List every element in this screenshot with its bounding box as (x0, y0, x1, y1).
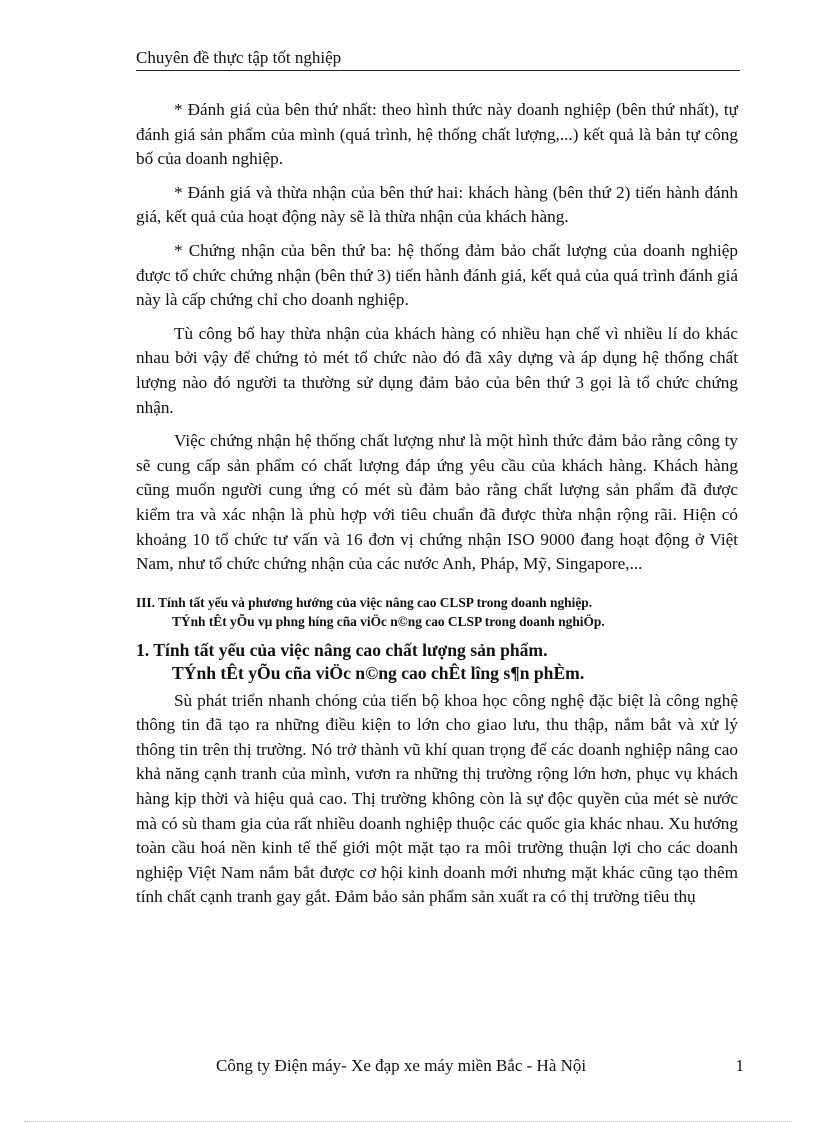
paragraph: Việc chứng nhận hệ thống chất lượng như là một hình thức đảm bảo rằng công ty sẽ cung cấp sản phẩm có chất lượng đáp ứng yêu cầu của khách hàng. Khách hàng cũng muốn người cung ứng có mét sù đảm bảo rằng chất lượng sản phẩm đã được kiểm tra và xác nhận là phù hợp với tiêu chuẩn đã được thừa nhận rộng rãi. Hiện có khoảng 10 tổ chức tư vấn và 16 đơn vị chứng nhận ISO 9000 đang hoạt động ở Việt Nam, như tổ chức chứng nhận của các nước Anh, Pháp, Mỹ, Singapore,... (136, 431, 738, 574)
paragraph: Tù công bố hay thừa nhận của khách hàng có nhiều hạn chế vì nhiều lí do khác nhau bởi vậy để chứng tỏ mét tổ chức nào đó đã xây dựng và áp dụng hệ thống chất lượng nào đó người ta thường sử dụng đảm bảo của bên thứ 3 gọi là tổ chức chứng nhận. (136, 323, 738, 417)
subsection-title-alt: TÝnh tÊt yÕu cña viÖc n©ng cao chÊt lîng s¶n phÈm. (172, 662, 585, 683)
section-number: III. (136, 594, 155, 610)
section-heading (136, 593, 738, 631)
paragraph: * Đánh giá của bên thứ nhất: theo hình thức này doanh nghiệp (bên thứ nhất), tự đánh giá sản phẩm của mình (quá trình, hệ thống chất lượng,...) kết quả là bản tự công bố của doanh nghiệp. (136, 100, 738, 169)
section-title: Tính tất yếu và phương hướng của việc nâng cao CLSP trong doanh nghiệp. (158, 594, 593, 610)
footer-text: Công ty Điện máy- Xe đạp xe máy miền Bắc - Hà Nội (216, 1056, 587, 1075)
paragraph: * Chứng nhận của bên thứ ba: hệ thống đảm bảo chất lượng của doanh nghiệp được tổ chức chứng nhận (bên thứ 3) tiến hành đánh giá, kết quả của quá trình đánh giá này là cấp chứng chỉ cho doanh nghiệp. (136, 240, 738, 310)
subsection-heading (136, 639, 738, 685)
page-number: 1 (735, 1056, 744, 1075)
section-title-alt: TÝnh tÊt yÕu vµ phng híng cña viÖc n©ng cao CLSP trong doanh nghiÖp. (172, 613, 605, 629)
document-body (136, 98, 738, 919)
paragraph: * Đánh giá và thừa nhận của bên thứ hai: khách hàng (bên thứ 2) tiến hành đánh giá, kết quả của hoạt động này sẽ là thừa nhận của khách hàng. (136, 182, 738, 227)
header-title: Chuyên đề thực tập tốt nghiệp (136, 48, 342, 67)
page-header (136, 48, 740, 71)
subsection-title: 1. Tính tất yếu của việc nâng cao chất lượng sản phẩm. (136, 639, 548, 660)
paragraph: Sù phát triển nhanh chóng của tiến bộ khoa học công nghệ đặc biệt là công nghệ thông tin đã tạo ra những điều kiện to lớn cho giao lưu, thu thập, nắm bắt và xử lý thông tin trên thị trường. Nó trở thành vũ khí quan trọng để các doanh nghiệp nâng cao khả năng cạnh tranh của mình, vươn ra những thị trường rộng lớn hơn, phục vụ khách hàng kịp thời và hiệu quả cao. Thị trường không còn là sự độc quyền của mét sè nước mà có sù tham gia của rất nhiều doanh nghiệp thuộc các quốc gia khác nhau. Xu hướng toàn cầu hoá nền kinh tế thế giới một mặt tạo ra môi trường thuận lợi cho các doanh nghiệp Việt Nam nắm bắt được cơ hội kinh doanh mới nhưng mặt khác cũng tạo thêm tính chất cạnh tranh gay gắt. Đảm bảo sản phẩm sản xuất ra có thị trường tiêu thụ (136, 690, 738, 907)
page-bottom-divider (24, 1121, 792, 1122)
